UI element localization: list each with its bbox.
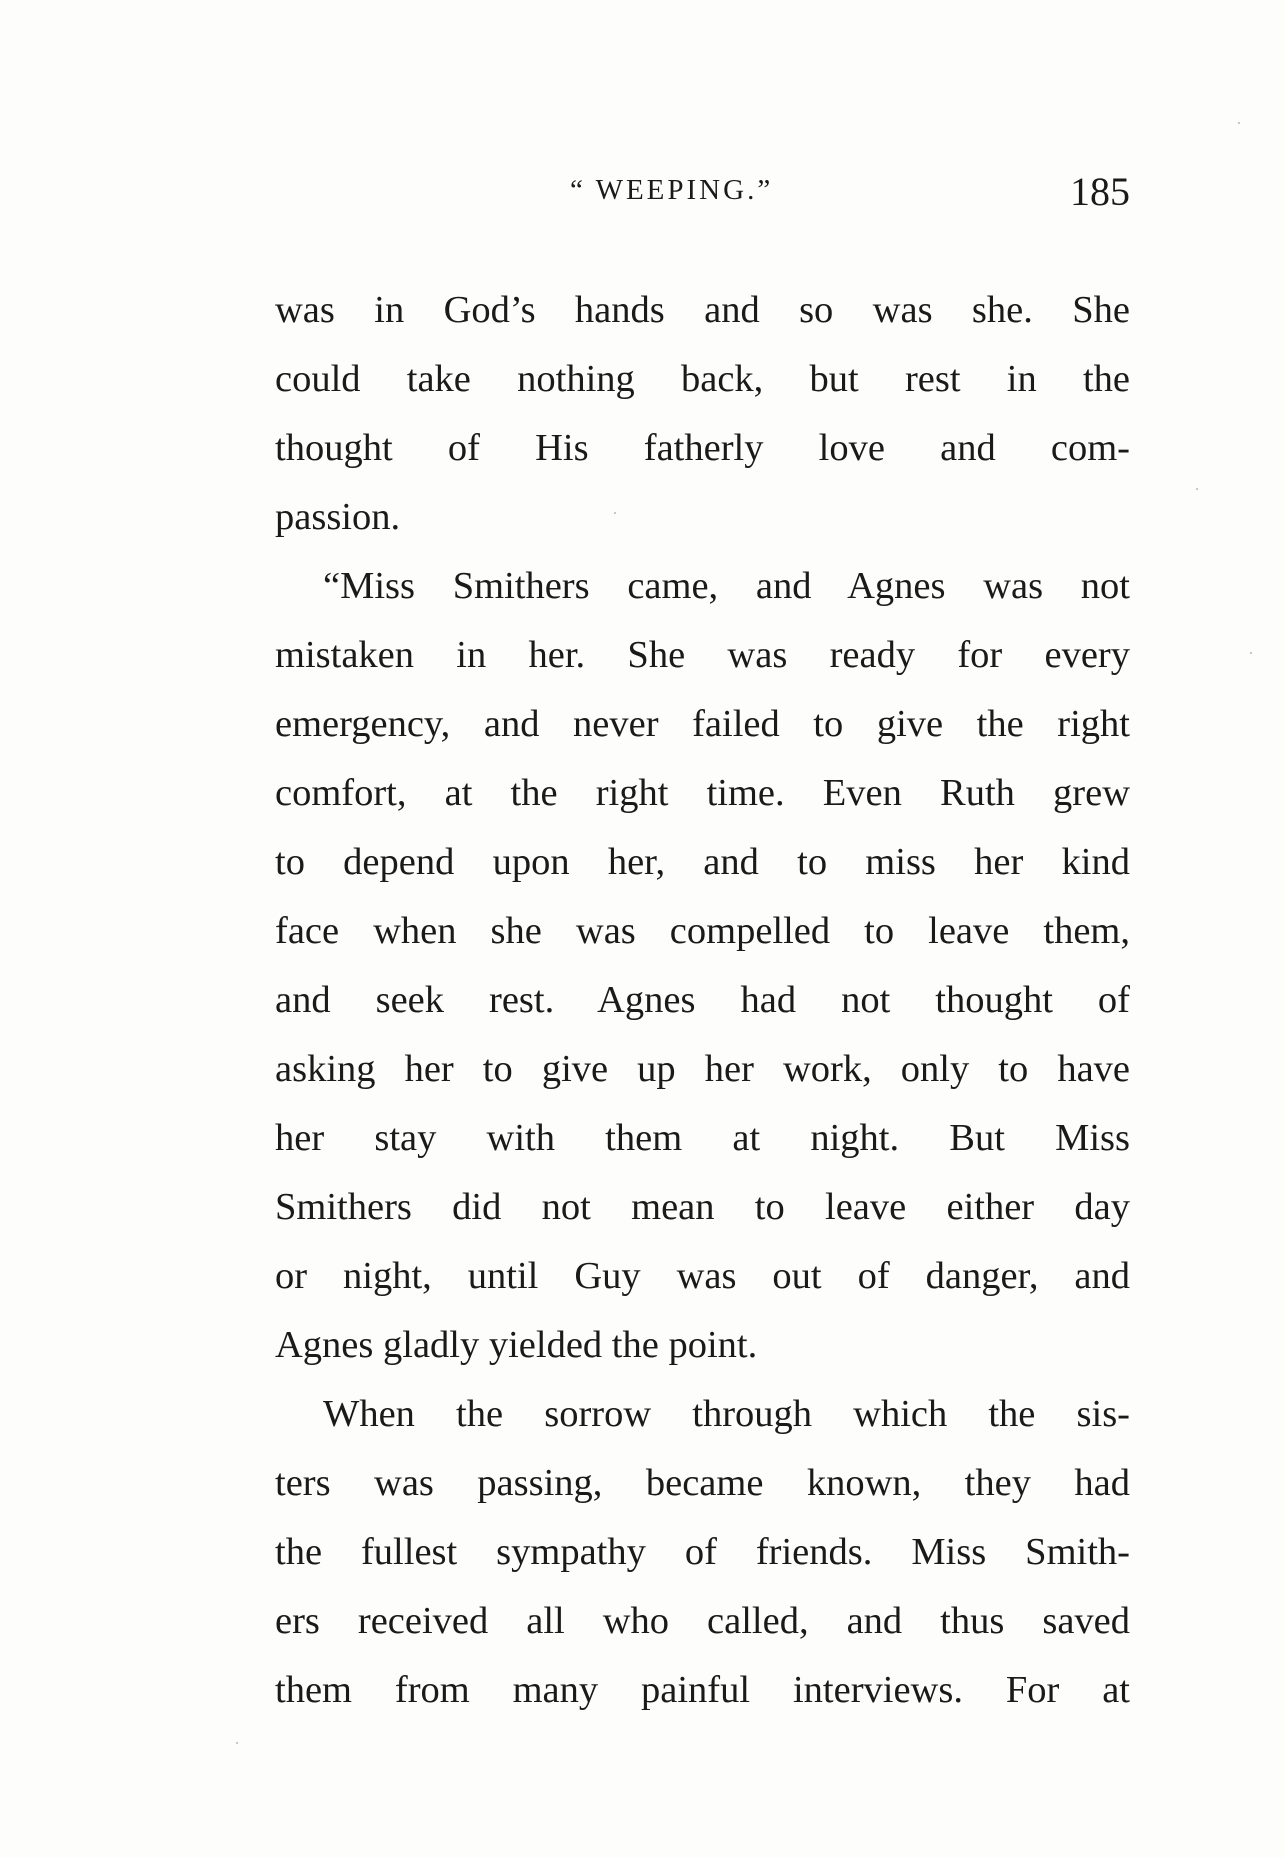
text-line: and seek rest. Agnes had not thought of xyxy=(275,979,1130,1021)
running-title: “ WEEPING.” xyxy=(570,174,774,206)
text-line: could take nothing back, but rest in the xyxy=(275,358,1130,400)
text-line: mistaken in her. She was ready for every xyxy=(275,634,1130,676)
text-line: her stay with them at night. But Miss xyxy=(275,1117,1130,1159)
paper-speck xyxy=(1238,122,1240,124)
text-line: ers received all who called, and thus saved xyxy=(275,1600,1130,1642)
text-line: the fullest sympathy of friends. Miss Smith- xyxy=(275,1531,1130,1573)
page-header xyxy=(275,168,1130,228)
text-line: them from many painful interviews. For at xyxy=(275,1669,1130,1711)
text-line: was in God’s hands and so was she. She xyxy=(275,289,1130,331)
page-number: 185 xyxy=(1070,169,1130,214)
text-line: thought of His fatherly love and com- xyxy=(275,427,1130,469)
paper-speck xyxy=(1250,652,1252,654)
text-line: Smithers did not mean to leave either day xyxy=(275,1186,1130,1228)
text-line: Agnes gladly yielded the point. xyxy=(275,1324,758,1366)
paper-speck xyxy=(236,1742,238,1744)
text-line: asking her to give up her work, only to have xyxy=(275,1048,1130,1090)
text-line: emergency, and never failed to give the right xyxy=(275,703,1130,745)
text-line: comfort, at the right time. Even Ruth grew xyxy=(275,772,1130,814)
text-line: ters was passing, became known, they had xyxy=(275,1462,1130,1504)
text-line: passion. xyxy=(275,496,401,538)
paper-speck xyxy=(614,512,616,514)
text-line: or night, until Guy was out of danger, and xyxy=(275,1255,1130,1297)
text-line: “Miss Smithers came, and Agnes was not xyxy=(323,565,1130,607)
body-text xyxy=(275,276,1130,1725)
paper-speck xyxy=(1196,488,1198,490)
text-line: to depend upon her, and to miss her kind xyxy=(275,841,1130,883)
text-line: face when she was compelled to leave them, xyxy=(275,910,1130,952)
text-line: When the sorrow through which the sis- xyxy=(323,1393,1130,1435)
